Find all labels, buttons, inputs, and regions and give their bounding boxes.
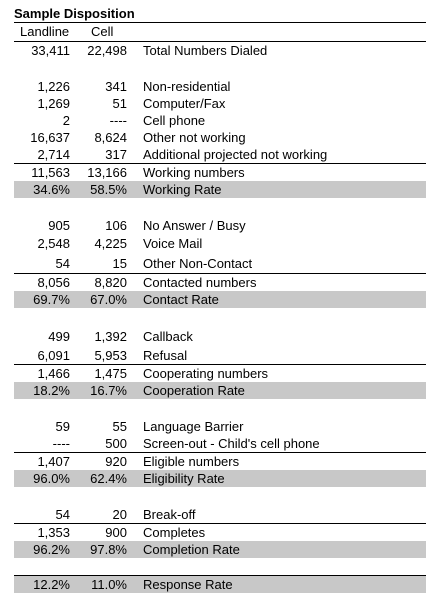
landline-value: 2,714 — [37, 147, 70, 162]
landline-value: 2,548 — [37, 236, 70, 251]
row-eligible-numbers — [0, 453, 432, 470]
row-label: Contacted numbers — [143, 275, 257, 290]
row-label: Total Numbers Dialed — [143, 43, 268, 58]
table-title: Sample Disposition — [14, 6, 426, 23]
row-label: Eligibility Rate — [143, 471, 225, 486]
cell-value: 317 — [105, 147, 127, 162]
cell-value: 22,498 — [87, 43, 127, 58]
landline-value: 18.2% — [33, 383, 70, 398]
row-eligibility-rate — [0, 470, 432, 487]
row-other-not-working — [0, 129, 432, 146]
row-label: Completes — [143, 525, 206, 540]
row-label: Completion Rate — [143, 542, 240, 557]
cell-value: 62.4% — [90, 471, 127, 486]
cell-value: 67.0% — [90, 292, 127, 307]
row-label: Eligible numbers — [143, 454, 240, 469]
cell-value: 55 — [112, 419, 127, 434]
row-label: Non-residential — [143, 79, 231, 94]
landline-value: 6,091 — [37, 348, 70, 363]
row-cooperation-rate — [0, 382, 432, 399]
row-cell-phone — [0, 112, 432, 129]
cell-value: 106 — [105, 218, 127, 233]
row-label: Other Non-Contact — [143, 256, 253, 271]
row-label: Refusal — [143, 348, 188, 363]
row-label: Working Rate — [143, 182, 222, 197]
landline-value: 59 — [55, 419, 70, 434]
landline-column-header: Landline — [20, 24, 70, 39]
row-computer-fax — [0, 95, 432, 112]
cell-value: ---- — [109, 113, 127, 128]
cell-value: 920 — [105, 454, 127, 469]
row-response-rate — [0, 576, 432, 593]
cell-value: 8,820 — [94, 275, 127, 290]
landline-value: 1,269 — [37, 96, 70, 111]
landline-value: 54 — [55, 256, 70, 271]
landline-value: 96.2% — [33, 542, 70, 557]
cell-value: 8,624 — [94, 130, 127, 145]
row-label: Computer/Fax — [143, 96, 226, 111]
row-label: Working numbers — [143, 165, 245, 180]
row-cooperating-numbers — [0, 365, 432, 382]
row-contact-rate — [0, 291, 432, 308]
landline-value: 16,637 — [30, 130, 70, 145]
row-completion-rate — [0, 541, 432, 558]
row-working-rate — [0, 181, 432, 198]
row-label: Additional projected not working — [143, 147, 328, 162]
landline-value: 33,411 — [31, 43, 70, 58]
row-label: Contact Rate — [143, 292, 219, 307]
landline-value: 1,353 — [37, 525, 70, 540]
landline-value: 96.0% — [33, 471, 70, 486]
cell-column-header: Cell — [91, 24, 114, 39]
cell-value: 20 — [112, 507, 127, 522]
row-break-off — [0, 506, 432, 523]
row-label: Callback — [143, 329, 193, 344]
cell-value: 500 — [105, 436, 127, 451]
cell-value: 16.7% — [90, 383, 127, 398]
landline-value: 8,056 — [37, 275, 70, 290]
row-voice-mail — [0, 235, 432, 252]
landline-value: 499 — [48, 329, 70, 344]
cell-value: 13,166 — [87, 165, 127, 180]
row-refusal — [0, 347, 432, 364]
cell-value: 1,392 — [94, 329, 127, 344]
row-label: Cooperating numbers — [143, 366, 269, 381]
row-label: Break-off — [143, 507, 196, 522]
row-other-non-contact — [0, 255, 432, 272]
row-label: Response Rate — [143, 577, 233, 592]
cell-value: 4,225 — [94, 236, 127, 251]
cell-value: 11.0% — [91, 577, 127, 592]
row-label: Voice Mail — [143, 236, 203, 251]
row-label: Screen-out - Child's cell phone — [143, 436, 320, 451]
landline-value: ---- — [52, 436, 70, 451]
landline-value: 54 — [55, 507, 70, 522]
cell-value: 58.5% — [90, 182, 127, 197]
row-label: Cell phone — [143, 113, 206, 128]
row-completes — [0, 524, 432, 541]
cell-value: 5,953 — [94, 348, 127, 363]
cell-value: 51 — [112, 96, 127, 111]
row-non-residential — [0, 78, 432, 95]
row-additional-not-working — [0, 146, 432, 163]
cell-value: 341 — [105, 79, 127, 94]
row-label: Other not working — [143, 130, 246, 145]
landline-value: 34.6% — [33, 182, 70, 197]
landline-value: 1,407 — [37, 454, 70, 469]
landline-value: 12.2% — [33, 577, 70, 592]
row-working-numbers — [0, 164, 432, 181]
cell-value: 97.8% — [90, 542, 127, 557]
landline-value: 2 — [62, 113, 70, 128]
row-label: Cooperation Rate — [143, 383, 245, 398]
cell-value: 900 — [105, 525, 127, 540]
landline-value: 1,466 — [37, 366, 70, 381]
row-total-dialed — [0, 42, 432, 59]
row-label: Language Barrier — [143, 419, 244, 434]
row-label: No Answer / Busy — [143, 218, 246, 233]
cell-value: 15 — [112, 256, 127, 271]
row-contacted-numbers — [0, 274, 432, 291]
row-screen-out — [0, 435, 432, 452]
row-language-barrier — [0, 418, 432, 435]
cell-value: 1,475 — [94, 366, 127, 381]
landline-value: 11,563 — [31, 165, 70, 180]
row-callback — [0, 328, 432, 345]
row-no-answer — [0, 217, 432, 234]
landline-value: 1,226 — [37, 79, 70, 94]
landline-value: 905 — [48, 218, 70, 233]
landline-value: 69.7% — [33, 292, 70, 307]
